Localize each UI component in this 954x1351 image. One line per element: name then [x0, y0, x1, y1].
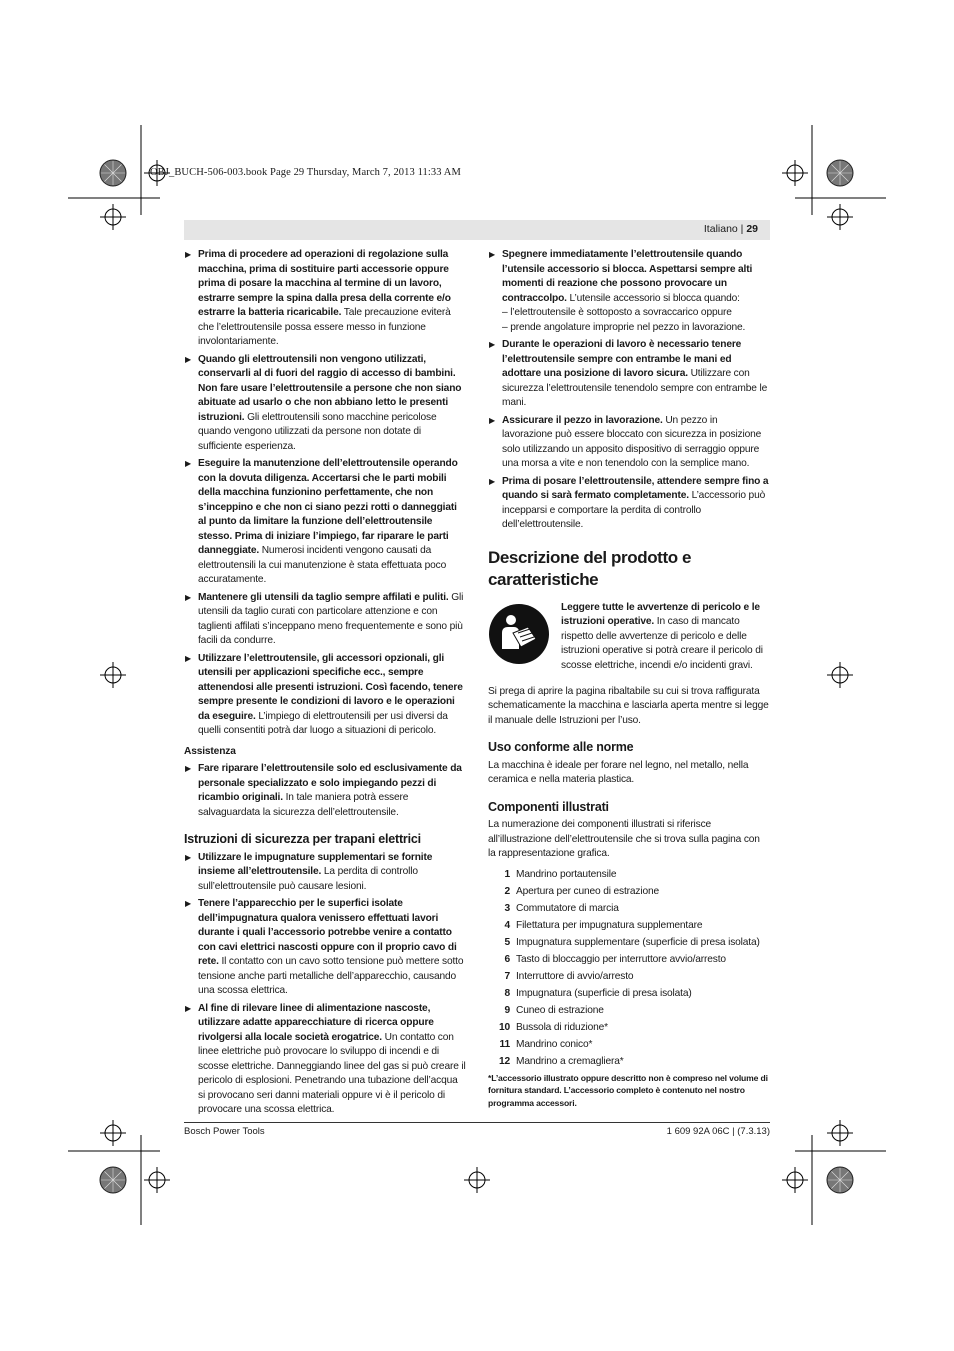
- bullet-bold-text: Eseguire la manutenzione dell’elettroutensile operando con la dovuta diligenza. Accertarsi che le parti mobili della macchina funzionino perfettamente, che non s’inceppino e che non ci siano pezzi rotti o danneggiati al punto da limitare la funzione dell’elettroutensile stesso. Prima di iniziare l’impiego, far riparare le parti danneggiate.: [198, 458, 458, 556]
- bullet-arrow-icon: ▶: [185, 1003, 192, 1013]
- page-header-bar: [184, 220, 770, 240]
- safety-bullet: [184, 1002, 466, 1118]
- bullet-bold-text: Quando gli elettroutensili non vengono utilizzati, conservarli al di fuori del raggio di accesso di bambini. Non fare usare l’elettroutensile a persone che non siano abituate ad usarlo o che non abbiano letto le presenti istruzioni.: [198, 353, 462, 423]
- bullet-text: L’accessorio può incepparsi e comportare la perdita di controllo dell’elettroutensile.: [502, 490, 766, 530]
- dash-item: – l’elettroutensile è sottoposto a sovraccarico oppure: [502, 307, 732, 318]
- item-number: 4: [504, 919, 510, 931]
- heading-istruzioni-trapani: Istruzioni di sicurezza per trapani elettrici: [184, 832, 421, 846]
- right-column: [488, 248, 770, 1109]
- bullet-text: Tale precauzione eviterà che l’elettroutensile possa essere messo in funzione involontariamente.: [198, 307, 451, 347]
- bullet-bold-text: Prima di procedere ad operazioni di regolazione sulla macchina, prima di sostituire parti accessorie oppure prima di posare la macchina al termine di un lavoro, estrarre sempre la spina dalla presa della corrente e/o estrarre la batteria ricaricabile.: [198, 249, 451, 318]
- item-number: 10: [498, 1021, 510, 1033]
- item-label: Filettatura per impugnatura supplementare: [516, 919, 703, 931]
- read-manual-warning: [488, 601, 770, 685]
- bullet-arrow-icon: ▶: [185, 354, 192, 364]
- bullet-bold-text: Mantenere gli utensili da taglio sempre affilati e puliti.: [198, 591, 449, 603]
- header-language: Italiano: [703, 223, 738, 235]
- bullet-arrow-icon: ▶: [185, 459, 192, 468]
- uso-conforme-text: La macchina è ideale per forare nel legno, nel metallo, nella ceramica e nella materia plastica.: [488, 759, 749, 785]
- bullet-arrow-icon: ▶: [489, 476, 496, 486]
- warning-body-text: In caso di mancato rispetto delle avvertenze di pericolo e delle istruzioni operative si potrà creare il pericolo di scosse elettriche, incendi e/o incidenti gravi.: [561, 616, 763, 671]
- bullet-bold-text: Prima di posare l’elettroutensile, attendere sempre fino a quando si sarà fermato completamente.: [502, 475, 769, 501]
- item-number: 1: [504, 868, 510, 880]
- bullet-text: In tale maniera potrà essere salvaguardata la sicurezza dell’elettroutensile.: [198, 792, 409, 818]
- subheading-assistenza: Assistenza: [184, 745, 236, 757]
- item-label: Impugnatura (superficie di presa isolata): [516, 987, 692, 999]
- heading-descrizione-prodotto: Descrizione del prodotto e caratteristiche: [488, 547, 692, 589]
- list-item: [488, 1004, 770, 1019]
- bullet-arrow-icon: ▶: [489, 340, 496, 349]
- bullet-arrow-icon: ▶: [185, 250, 192, 259]
- item-label: Mandrino a cremagliera*: [516, 1055, 624, 1067]
- read-manual-icon: [488, 603, 550, 665]
- bullet-text: Numerosi incidenti vengono causati da elettroutensili la cui manutenzione è stata effettuata poco accuratamente.: [198, 545, 447, 585]
- item-label: Tasto di bloccaggio per interruttore avvio/arresto: [516, 953, 726, 965]
- header-separator: |: [737, 223, 747, 235]
- list-item: [488, 1055, 770, 1070]
- item-number: 9: [504, 1004, 510, 1016]
- bullet-text: L’utensile accessorio si blocca quando:: [566, 292, 740, 304]
- safety-bullet: [488, 475, 770, 533]
- safety-bullet: [184, 851, 466, 895]
- bullet-bold-text: Al fine di rilevare linee di alimentazione nascoste, utilizzare adatte apparecchiature di ricerca oppure rivolgersi alla locale società erogatrice.: [198, 1002, 434, 1043]
- left-column: [184, 248, 466, 1121]
- bullet-text: Gli elettroutensili sono macchine pericolose quando vengono utilizzati da persone non dotate di sufficiente esperienza.: [198, 411, 437, 452]
- bullet-arrow-icon: ▶: [185, 653, 192, 663]
- list-item: [488, 970, 770, 985]
- bullet-text: La perdita di controllo sull’elettroutensile può causare lesioni.: [198, 866, 418, 892]
- bullet-text: Utilizzare con sicurezza l’elettroutensile tenendolo sempre con entrambe le mani.: [502, 368, 768, 408]
- list-item: [488, 953, 770, 968]
- item-label: Interruttore di avvio/arresto: [516, 970, 634, 982]
- bullet-bold-text: Utilizzare l’elettroutensile, gli accessori opzionali, gli utensili per applicazioni specifiche ecc., sempre attenendosi alle presenti istruzioni. Così facendo, tenere sempre presente le condizioni di lavoro e le operazioni da eseguire.: [198, 652, 463, 722]
- item-number: 6: [504, 953, 510, 965]
- safety-bullet: [184, 652, 466, 739]
- bullet-bold-text: Utilizzare le impugnature supplementari se fornite insieme all’elettroutensile.: [198, 851, 433, 877]
- bullet-arrow-icon: ▶: [489, 415, 496, 425]
- bullet-bold-text: Durante le operazioni di lavoro è necessario tenere l’elettroutensile sempre con entrambe le mani ed adottare una posizione di lavoro sicura.: [502, 339, 742, 379]
- bullet-bold-text: Spegnere immediatamente l’elettroutensile quando l’utensile accessorio si blocca. Aspettarsi sempre alti momenti di reazione che possono provocare un contraccolpo.: [502, 249, 753, 304]
- bullet-arrow-icon: ▶: [489, 250, 496, 259]
- componenti-intro: La numerazione dei componenti illustrati si riferisce all’illustrazione dell’elettroutensile che si trova sulla pagina con la rappresentazione grafica.: [488, 819, 760, 859]
- safety-bullet: [488, 248, 770, 335]
- list-item: [488, 1021, 770, 1036]
- safety-bullet: [184, 897, 466, 999]
- safety-bullet: [184, 353, 466, 455]
- item-label: Bussola di riduzione*: [516, 1021, 608, 1033]
- list-item: [488, 885, 770, 900]
- safety-bullet: [184, 457, 466, 588]
- item-label: Mandrino portautensile: [516, 868, 617, 880]
- bullet-bold-text: Fare riparare l’elettroutensile solo ed esclusivamente da personale specializzato e solo impiegando pezzi di ricambio originali.: [198, 763, 462, 803]
- safety-bullet: [184, 762, 466, 820]
- item-number: 8: [504, 987, 510, 999]
- page-number: 29: [746, 223, 758, 235]
- item-label: Impugnatura supplementare (superficie di presa isolata): [516, 936, 760, 948]
- item-number: 5: [504, 936, 510, 948]
- bullet-text: L’impiego di elettroutensili per usi diversi da quelli consentiti potrà dar luogo a situazioni di pericolo.: [198, 710, 448, 736]
- accessory-footnote: *L’accessorio illustrato oppure descritto non è compreso nel volume di fornitura standard. L’accessorio completo è contenuto nel nostro programma accessori.: [488, 1072, 768, 1108]
- safety-bullet: [488, 338, 770, 411]
- item-number: 7: [504, 970, 510, 982]
- list-item: [488, 1038, 770, 1053]
- print-slug-line: OBJ_BUCH-506-003.book Page 29 Thursday, March 7, 2013 11:33 AM: [150, 167, 461, 178]
- bullet-arrow-icon: ▶: [185, 592, 192, 602]
- item-number: 12: [498, 1055, 510, 1067]
- item-label: Mandrino conico*: [516, 1038, 593, 1050]
- bullet-text: Gli utensili da taglio curati con particolare attenzione e con taglienti affilati s’inceppano meno frequentemente e sono più facili da condurre.: [198, 591, 464, 646]
- heading-componenti: Componenti illustrati: [488, 799, 609, 814]
- warning-bold-text: Leggere tutte le avvertenze di pericolo e le istruzioni operative.: [561, 601, 760, 627]
- list-item: [488, 919, 770, 934]
- footer-rule: [184, 1122, 770, 1123]
- bullet-bold-text: Assicurare il pezzo in lavorazione.: [502, 414, 663, 426]
- bullet-text: Un contatto con linee elettriche può provocare lo sviluppo di incendi e di scosse elettriche. Danneggiando linee del gas si può creare il pericolo di esplosioni. Penetrando una tubazione dell’acqua si provocano seri danni materiali oppure vi è il pericolo di provocare una scossa elettrica.: [198, 1031, 466, 1115]
- list-item: [488, 868, 770, 883]
- bullet-text: Il contatto con un cavo sotto tensione può mettere sotto tensione anche parti metalliche dell’apparecchio, causando una scossa elettrica.: [198, 956, 464, 996]
- components-list: [488, 868, 770, 1070]
- item-label: Apertura per cuneo di estrazione: [516, 885, 660, 897]
- footer-brand: Bosch Power Tools: [184, 1126, 265, 1137]
- bullet-arrow-icon: ▶: [185, 852, 192, 862]
- item-number: 2: [504, 885, 510, 897]
- bullet-text: Un pezzo in lavorazione può essere bloccato con sicurezza in posizione solo utilizzando un apposito dispositivo di serraggio oppure una morsa a vite e non tenendolo con la semplice mano.: [502, 414, 762, 469]
- dash-item: – prende angolature improprie nel pezzo in lavorazione.: [502, 321, 746, 333]
- list-item: [488, 902, 770, 917]
- bullet-arrow-icon: ▶: [185, 764, 192, 773]
- item-label: Commutatore di marcia: [516, 902, 619, 914]
- heading-uso-conforme: Uso conforme alle norme: [488, 740, 634, 754]
- page-header-text: [704, 223, 758, 235]
- bullet-arrow-icon: ▶: [185, 899, 192, 908]
- item-label: Cuneo di estrazione: [516, 1004, 604, 1016]
- fold-out-instruction: Si prega di aprire la pagina ribaltabile su cui si trova raffigurata schematicamente la macchina e lasciarla aperta mentre si legge il manuale delle Istruzioni per l’uso.: [488, 685, 769, 726]
- list-item: [488, 987, 770, 1002]
- warning-text: [561, 601, 770, 674]
- item-number: 3: [504, 902, 510, 914]
- list-item: [488, 936, 770, 951]
- footer-doc-number: 1 609 92A 06C | (7.3.13): [666, 1126, 770, 1137]
- safety-bullet: [488, 414, 770, 472]
- item-number: 11: [499, 1038, 510, 1050]
- safety-bullet: [184, 248, 466, 350]
- bullet-bold-text: Tenere l’apparecchio per le superfici isolate dell’impugnatura qualora venissero effettuati lavori durante i quali l’accessorio potrebbe venire a contatto con cavi elettrici nascosti oppure con il proprio cavo di rete.: [198, 898, 457, 967]
- safety-bullet: [184, 591, 466, 649]
